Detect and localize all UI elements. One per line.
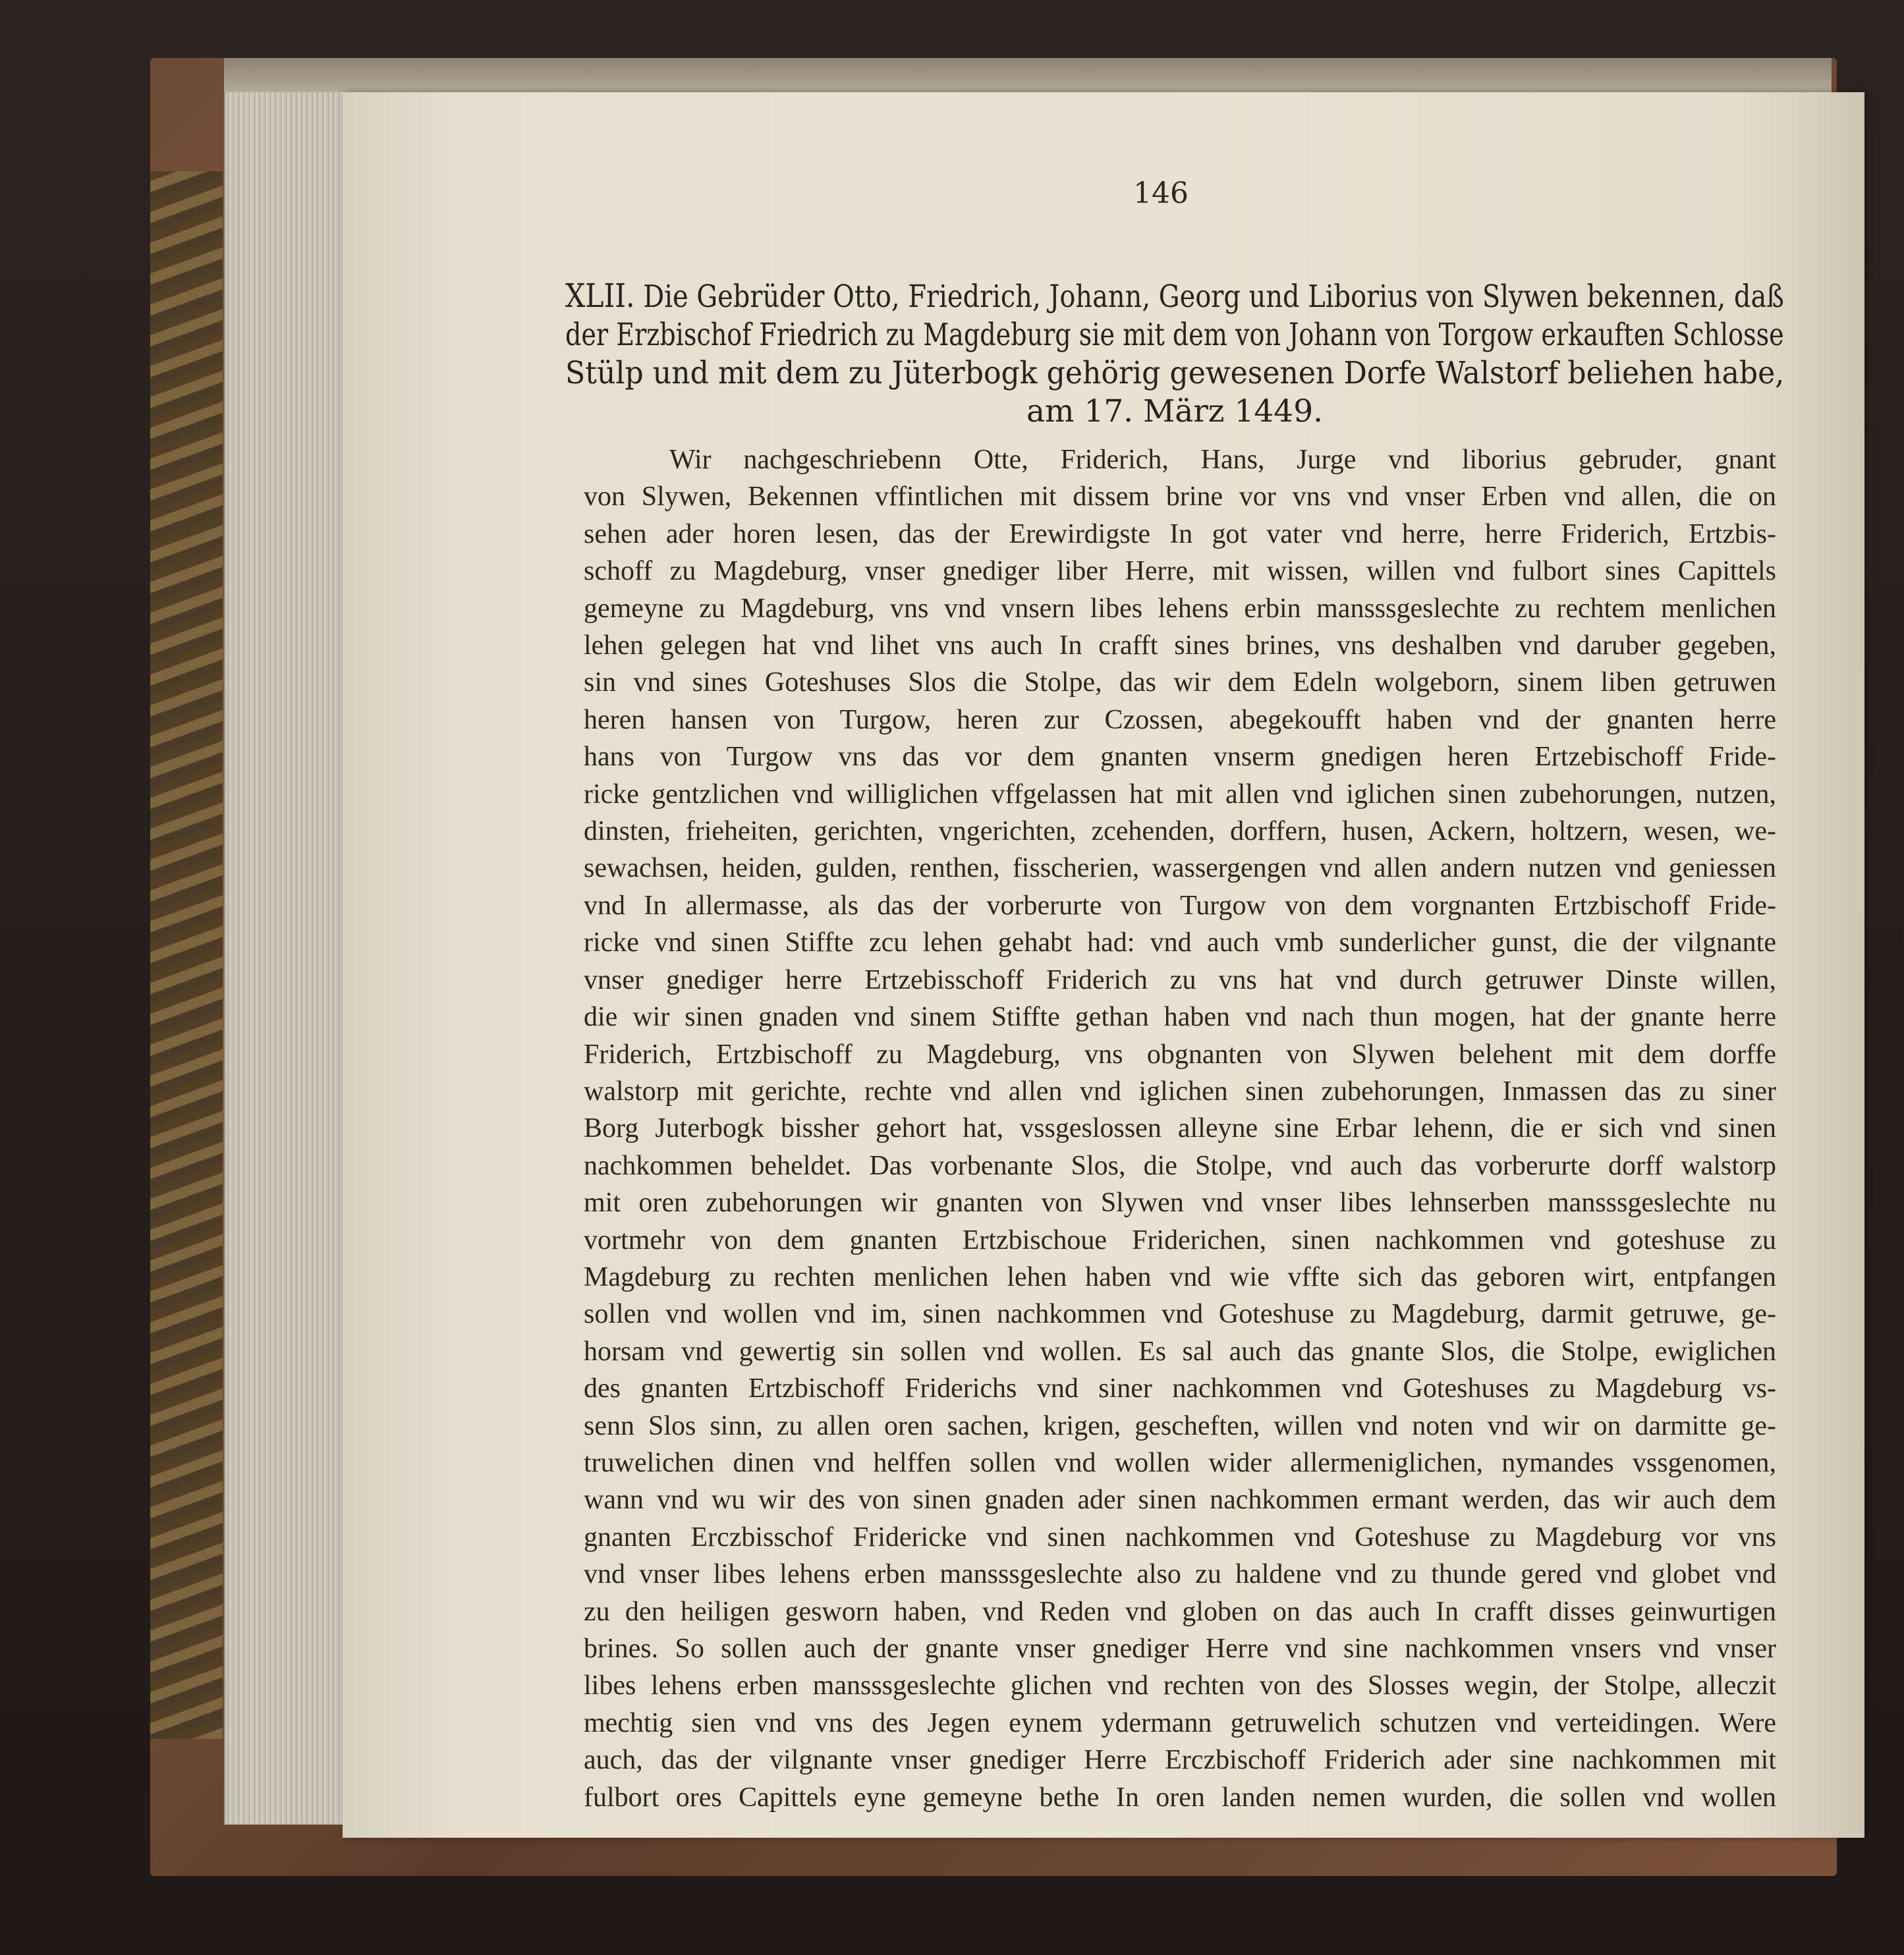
body-line: vnd vnser libes lehens erben mansssgeslechte also zu haldene vnd zu thunde gered vnd globet vnd [584,1559,1776,1590]
body-line: hans von Turgow vns das vor dem gnanten vnserm gnedigen heren Ertzebischoff Fride- [584,742,1776,773]
body-line: schoff zu Magdeburg, vnser gnediger liber Herre, mit wissen, willen vnd fulbort sines Capittels [584,556,1776,587]
heading-number: XLII. [565,277,635,315]
body-line: Borg Juterbogk bissher gehort hat, vssgeslossen alleyne sine Erbar lehenn, die er sich vnd sinen [584,1113,1776,1144]
body-line: wann vnd wu wir des von sinen gnaden ader sinen nachkommen ermant werden, das wir auch dem [584,1485,1776,1516]
body-line: mechtig sien vnd vns des Jegen eynem ydermann getruwelich schutzen vnd verteidingen. Were [584,1707,1776,1738]
document-body [584,441,1776,1816]
body-line: Wir nachgeschriebenn Otte, Friderich, Hans, Jurge vnd liborius gebruder, gnant [669,445,1776,475]
body-line: sollen vnd wollen vnd im, sinen nachkommen vnd Goteshuse zu Magdeburg, darmit getruwe, ge- [584,1299,1776,1330]
marbled-edge [150,171,223,1739]
body-line: gnanten Erczbisschof Fridericke vnd sinen nachkommen vnd Goteshuse zu Magdeburg vor vns [584,1522,1776,1553]
heading-line-4: am 17. März 1449. [1026,393,1324,429]
body-line: zu den heiligen gesworn haben, vnd Reden vnd globen on das auch In crafft disses geinwurtigen [584,1596,1776,1627]
body-line: truwelichen dinen vnd helffen sollen vnd wollen wider allermeniglichen, nymandes vssgenomen, [584,1447,1776,1478]
heading-line-1 [565,277,1784,316]
body-line: horsam vnd gewertig sin sollen vnd wollen. Es sal auch das gnante Slos, die Stolpe, ewiglichen [584,1336,1776,1367]
body-line: vnser gnediger herre Ertzebisschoff Friderich zu vns hat vnd durch getruwer Dinste willen, [584,964,1776,995]
book-top-edge [224,58,1832,95]
body-line: ricke gentzlichen vnd williglichen vffgelassen hat mit allen vnd iglichen sinen zubehorungen, nutzen, [584,779,1776,810]
body-line: vortmehr von dem gnanten Ertzbischoue Friderichen, sinen nachkommen vnd goteshuse zu [584,1225,1776,1255]
body-line: senn Slos sinn, zu allen oren sachen, krigen, gescheften, willen vnd noten vnd wir on darmitte ge- [584,1410,1776,1441]
heading-line-3: Stülp und mit dem zu Jüterbogk gehörig gewesenen Dorfe Walstorf beliehen habe, [565,355,1785,391]
body-line: brines. So sollen auch der gnante vnser gnediger Herre vnd sine nachkommen vnsers vnd vnser [584,1634,1776,1664]
document-heading [565,277,1784,431]
body-line: fulbort ores Capittels eyne gemeyne bethe In oren landen nemen wurden, die sollen vnd wollen [584,1782,1776,1813]
body-line: ricke vnd sinen Stiffte zcu lehen gehabt had: vnd auch vmb sunderlicher gunst, die der vilgnante [584,927,1776,958]
body-line: sehen ader horen lesen, das der Erewirdigste In got vater vnd herre, herre Friderich, Ertzbis- [584,518,1776,549]
body-line: mit oren zubehorungen wir gnanten von Slywen vnd vnser libes lehnserben mansssgeslechte nu [584,1188,1776,1219]
body-line: dinsten, frieheiten, gerichten, vngerichten, zcehenden, dorffern, husen, Ackern, holtzern, wesen, we- [584,816,1776,847]
body-line: gemeyne zu Magdeburg, vns vnd vnsern libes lehens erbin mansssgeslechte zu rechtem menlichen [584,593,1776,624]
heading-line-2: der Erzbischof Friedrich zu Magdeburg sie mit dem von Johann von Torgow erkauften Schlosse [565,317,1784,353]
page-number: 146 [1133,177,1189,210]
body-line: libes lehens erben mansssgeslechte glichen vnd rechten von des Slosses wegin, der Stolpe, alleczit [584,1670,1776,1701]
body-line: sewachsen, heiden, gulden, renthen, fisscherien, wassergengen vnd allen andern nutzen vnd geniessen [584,853,1776,884]
body-line: lehen gelegen hat vnd lihet vns auch In crafft sines brines, vns deshalben vnd daruber gegeben, [584,630,1776,661]
body-line: von Slywen, Bekennen vffintlichen mit dissem brine vor vns vnd vnser Erben vnd allen, die on [584,482,1776,512]
body-line: auch, das der vilgnante vnser gnediger Herre Erczbischoff Friderich ader sine nachkommen mit [584,1745,1776,1776]
body-line: walstorp mit gerichte, rechte vnd allen vnd iglichen sinen zubehorungen, Inmassen das zu siner [584,1076,1776,1107]
body-line: nachkommen beheldet. Das vorbenante Slos, die Stolpe, vnd auch das vorberurte dorff walstorp [584,1150,1776,1181]
body-line: heren hansen von Turgow, heren zur Czossen, abegekoufft haben vnd der gnanten herre [584,704,1776,735]
body-line: des gnanten Ertzbischoff Friderichs vnd siner nachkommen vnd Goteshuses zu Magdeburg vs- [584,1373,1776,1404]
page-stack-edges [224,92,350,1825]
body-line: die wir sinen gnaden vnd sinem Stiffte gethan haben vnd nach thun mogen, hat der gnante herre [584,1002,1776,1033]
body-line: vnd In allermasse, als das der vorberurte von Turgow von dem vorgnanten Ertzbischoff Fride- [584,890,1776,921]
body-line: Magdeburg zu rechten menlichen lehen haben vnd wie vffte sich das geboren wirt, entpfangen [584,1261,1776,1292]
heading-text-1: Die Gebrüder Otto, Friedrich, Johann, Georg und Liborius von Slywen bekennen, daß [643,279,1784,315]
body-line: sin vnd sines Goteshuses Slos die Stolpe, das wir dem Edeln wolgeborn, sinem liben getruwen [584,667,1776,698]
body-line: Friderich, Ertzbischoff zu Magdeburg, vns obgnanten von Slywen belehent mit dem dorffe [584,1039,1776,1070]
